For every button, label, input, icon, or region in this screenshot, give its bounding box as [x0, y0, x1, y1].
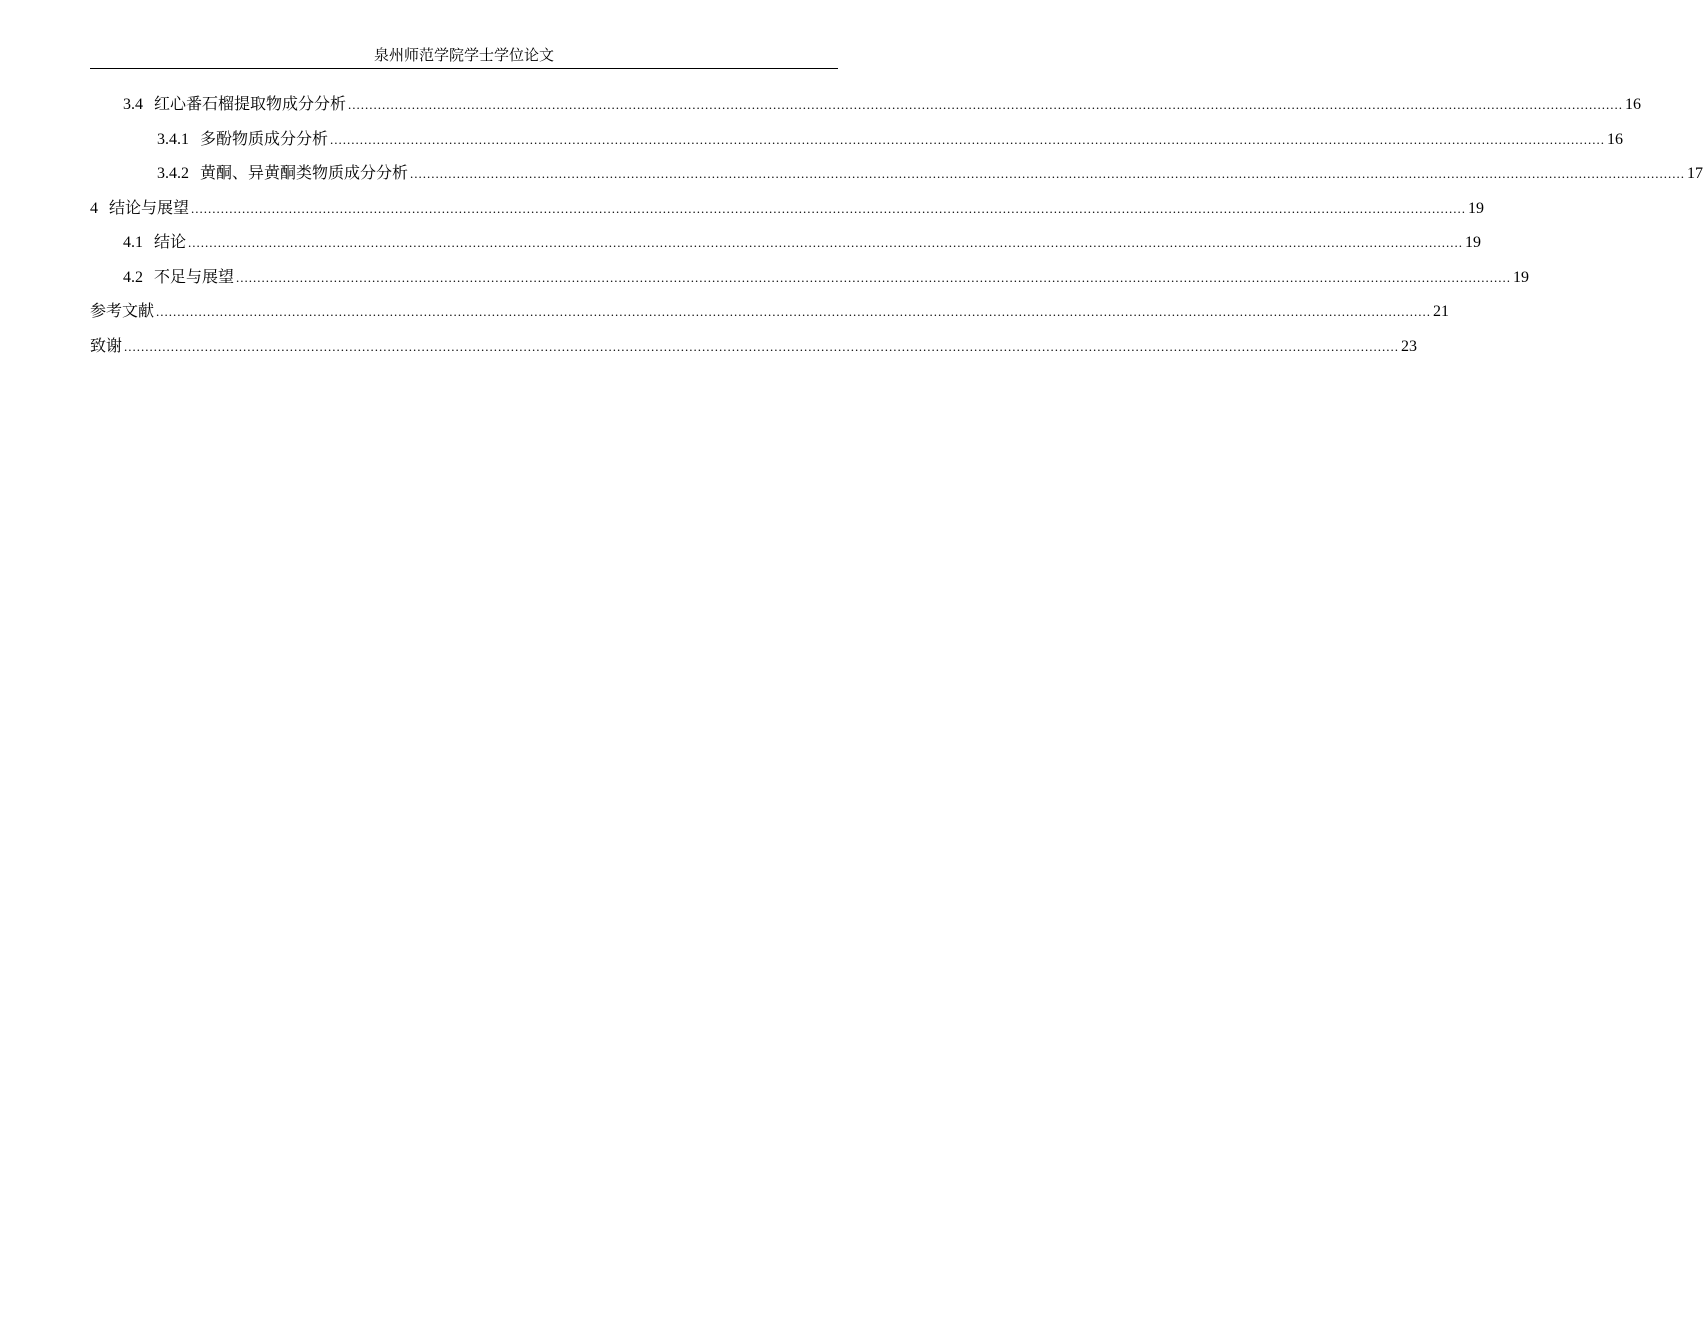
toc-entry-title: 结论 [154, 234, 187, 251]
toc-leader-dots: ............................................................................................................................................................................................................................................................................................................ [156, 304, 1432, 319]
toc-entry-page: 16 [1625, 96, 1642, 113]
toc-entry-title: 结论与展望 [109, 199, 190, 217]
toc-leader-dots: ............................................................................................................................................................................................................................................................................................................ [236, 269, 1512, 285]
toc-leader-dots: ............................................................................................................................................................................................................................................................................................................ [410, 166, 1686, 181]
toc-entry-page: 21 [1433, 303, 1450, 320]
toc-entry-page: 19 [1465, 234, 1482, 251]
toc-entry-title: 黄酮、异黄酮类物质成分分析 [200, 165, 409, 182]
toc-entry-3-4[interactable] [90, 88, 1642, 123]
toc-entry-4[interactable] [90, 192, 1485, 227]
toc-entry-page: 23 [1401, 337, 1418, 355]
toc-entry-page: 17 [1687, 165, 1703, 182]
toc-entry-3-4-1[interactable] [90, 123, 1624, 158]
toc-entry-number: 3.4 [123, 96, 143, 113]
toc-leader-dots: ............................................................................................................................................................................................................................................................................................................ [188, 235, 1464, 250]
toc-entry-number: 3.4.1 [157, 130, 189, 148]
toc-leader-dots: ............................................................................................................................................................................................................................................................................................................ [124, 338, 1400, 354]
toc-entry-page: 19 [1513, 268, 1530, 286]
toc-entry-number: 4.2 [123, 268, 143, 286]
table-of-contents [90, 88, 1703, 364]
toc-entry-page: 16 [1607, 130, 1624, 148]
toc-entry-number: 4.1 [123, 234, 143, 251]
header-divider [90, 68, 838, 69]
toc-entry-number: 4 [90, 199, 98, 217]
toc-entry-number: 3.4.2 [157, 165, 189, 182]
toc-leader-dots: ............................................................................................................................................................................................................................................................................................................ [348, 97, 1624, 112]
toc-entry-acknowledgements[interactable] [90, 330, 1418, 365]
toc-entry-title: 参考文献 [90, 303, 155, 320]
toc-entry-title: 红心番石榴提取物成分分析 [154, 96, 347, 113]
toc-leader-dots: ............................................................................................................................................................................................................................................................................................................ [330, 131, 1606, 147]
page-header-title: 泉州师范学院学士学位论文 [373, 48, 554, 64]
toc-entry-page: 19 [1468, 199, 1485, 217]
toc-entry-title: 多酚物质成分分析 [200, 130, 329, 148]
toc-entry-3-4-2[interactable] [90, 157, 1703, 192]
toc-entry-4-1[interactable] [90, 226, 1482, 261]
toc-entry-references[interactable] [90, 295, 1450, 330]
toc-leader-dots: ............................................................................................................................................................................................................................................................................................................ [191, 200, 1467, 216]
toc-entry-title: 致谢 [90, 337, 123, 355]
toc-entry-4-2[interactable] [90, 261, 1530, 296]
toc-entry-title: 不足与展望 [154, 268, 235, 286]
